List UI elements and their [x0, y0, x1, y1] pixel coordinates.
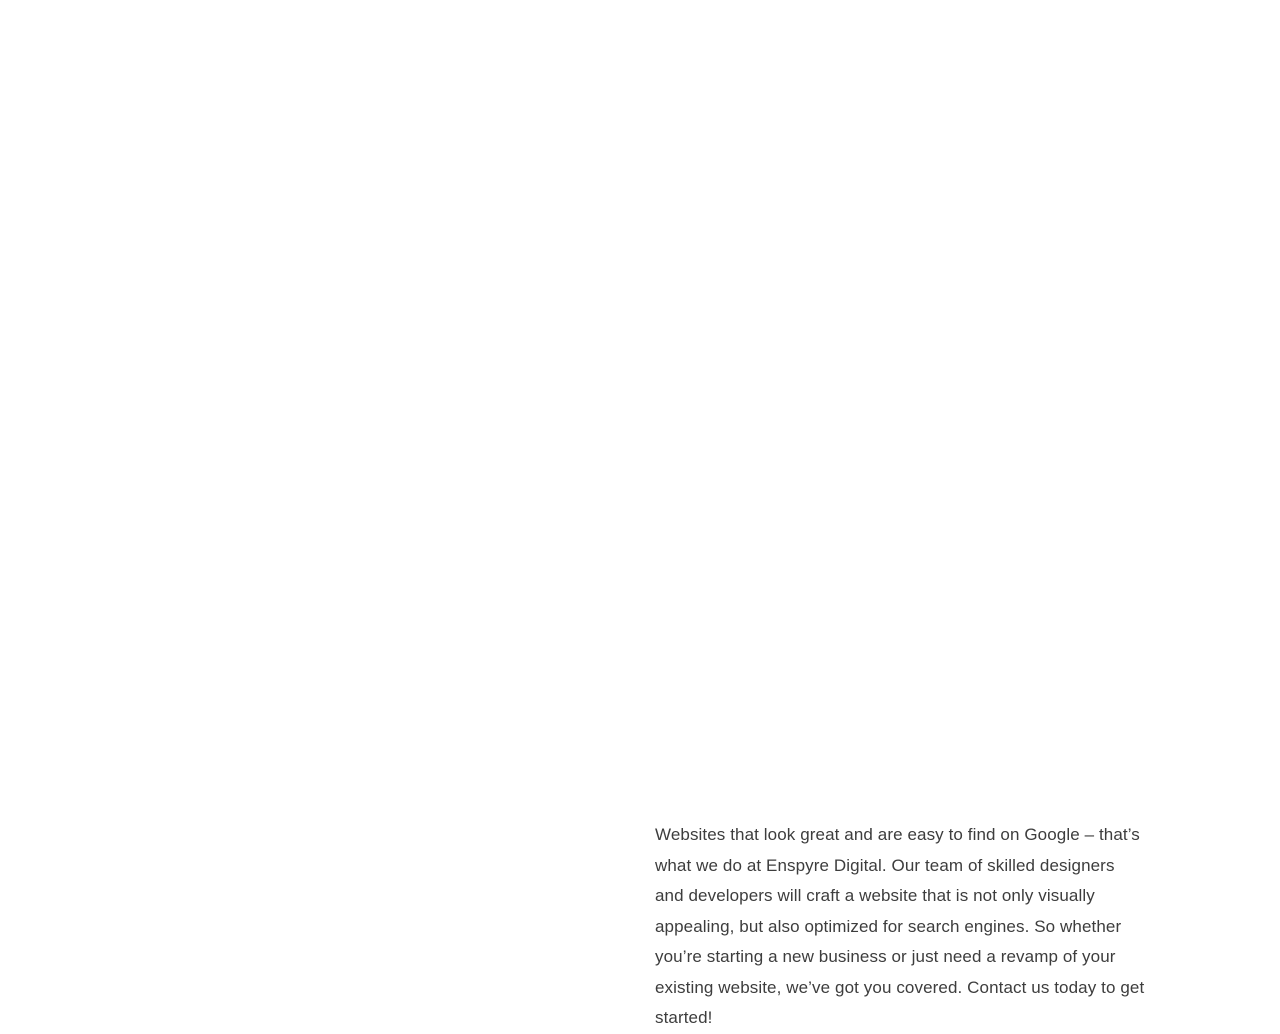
intro-paragraph: Websites that look great and are easy to find on Google – that’s what we do at Enspyre Digital. Our team of skilled designers and developers will craft a website that is not only visually appealing, but also optimized for search engines. So whether you’re starting a new business or just need a revamp of your existing website, we’ve got you covered. Contact us today to get started! [655, 825, 1145, 1027]
left-empty-column [0, 0, 640, 1024]
content-column [655, 820, 1147, 1034]
